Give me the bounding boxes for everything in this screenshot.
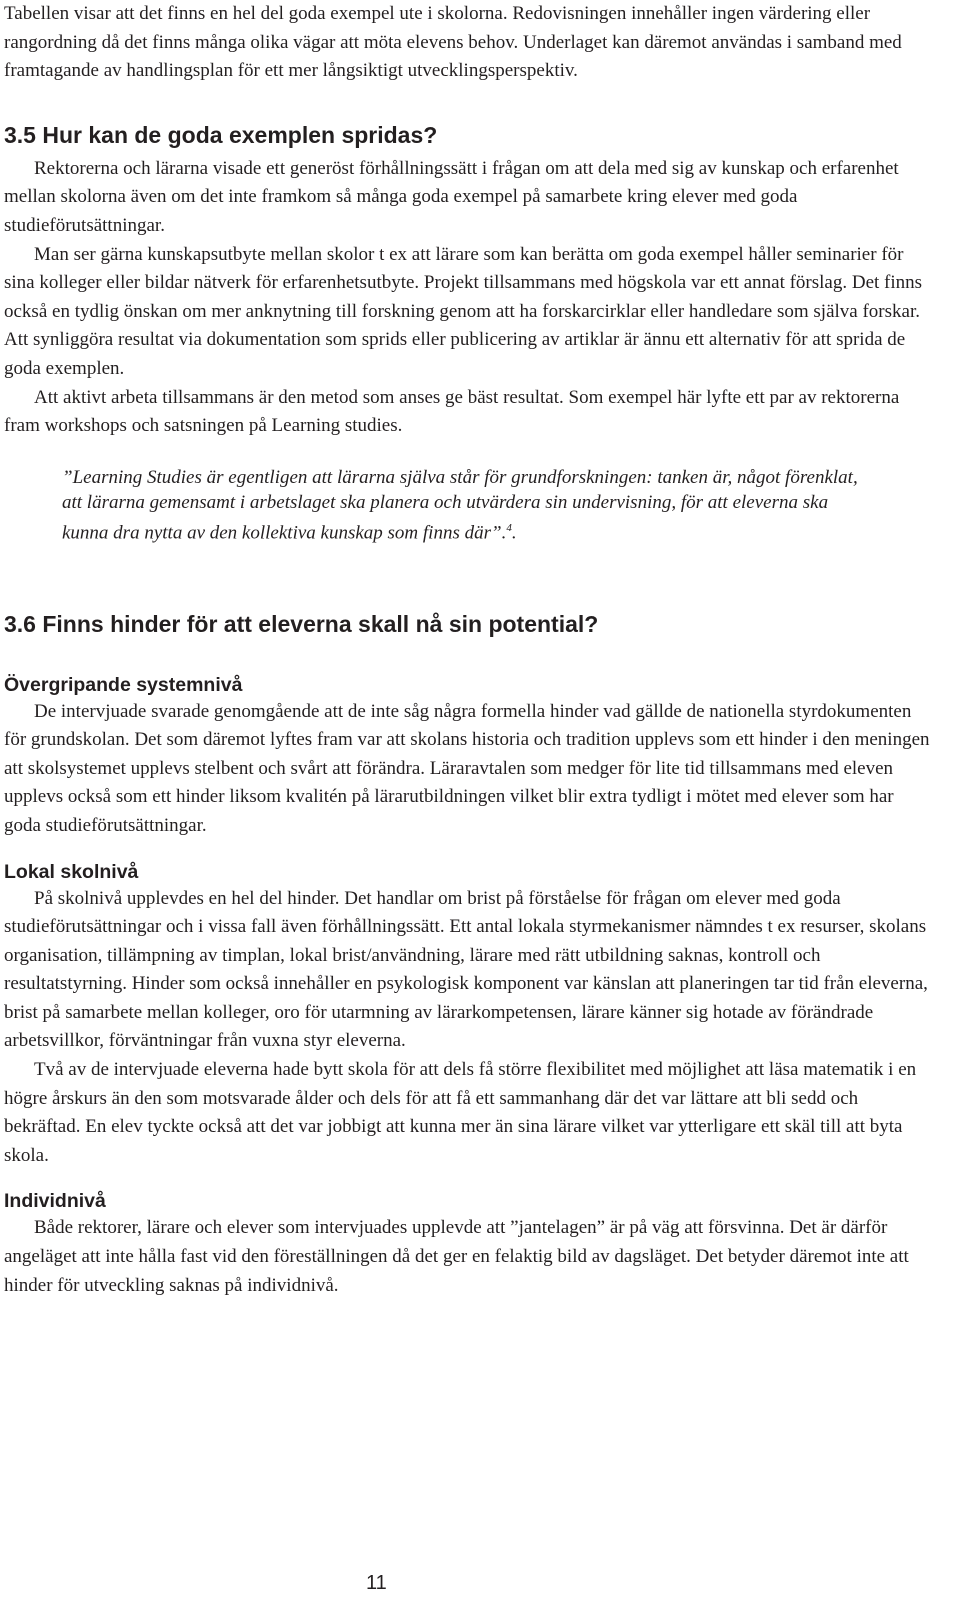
paragraph: Två av de intervjuade eleverna hade bytt skola för att dels få större flexibilitet med möjlighet att läsa matematik i en högre årskurs än den som motsvarade ålder och dels för att få ett sammanhang där det var lättare att bli sedd och bekräftad. En elev tyckte också att det var jobbigt att kunna mer än sina lärare vilket var ytterligare ett skäl till att byta skola.	[4, 1059, 917, 1166]
paragraph: De intervjuade svarade genomgående att de inte såg några formella hinder vad gällde de nationella styrdokumenten för grundskolan. Det som däremot lyftes fram var att skolans historia och tradition upplevs som ett hinder i den meningen att skolsystemet upplevs stelbent och svårt att förändra. Läraravtalen som medger för lite tid tillsammans med eleven upplevs också som ett hinder liksom kvalitén på lärarutbildningen vilket blir extra tydligt i mötet med elever som har goda studieförutsättningar.	[4, 700, 930, 836]
subheading-lokal-skolniva: Lokal skolnivå	[4, 860, 139, 883]
subheading-overgripande-systemniva: Övergripande systemnivå	[4, 673, 243, 696]
paragraph: Att aktivt arbeta tillsammans är den metod som anses ge bäst resultat. Som exempel här lyfte ett par av rektorerna fram workshops och satsningen på Learning studies.	[4, 386, 900, 437]
page-number: 11	[366, 1572, 387, 1594]
footnote-reference: 4	[506, 521, 512, 534]
paragraph: På skolnivå upplevdes en hel del hinder. Det handlar om brist på förståelse för frågan om elever med goda studieförutsättningar och i vissa fall även förhållningssätt. Ett antal lokala styrmekanismer nämndes t ex resurser, skolans organisation, tillämpning av timplan, lokal brist/användning, lärare med rätt utbildning saknas, kontroll och resultatstyrning. Hinder som också innehåller en psykologisk komponent var känslan att planeringen tar tid från eleverna, brist på samarbete mellan kolleger, oro för utarmning av lärarkompetensen, lärare känner sig hotade av förändrade arbetsvillkor, förväntningar från vuxna styr eleverna.	[4, 887, 928, 1052]
document-page	[4, 0, 934, 1300]
section-heading-3-6: 3.6 Finns hinder för att eleverna skall nå sin potential?	[4, 610, 599, 637]
section-heading-3-5: 3.5 Hur kan de goda exemplen spridas?	[4, 121, 438, 148]
learning-studies-quote	[4, 465, 862, 546]
paragraph: Både rektorer, lärare och elever som intervjuades upplevde att ”jantelagen” är på väg att försvinna. Det är därför angeläget att inte hålla fast vid den föreställningen då det ger en felaktig bild av dagsläget. Det betyder däremot inte att hinder för utveckling saknas på individnivå.	[4, 1217, 909, 1296]
paragraph: Rektorerna och lärarna visade ett generöst förhållningssätt i frågan om att dela med sig av kunskap och erfarenhet mellan skolorna även om det inte framkom så många goda exempel på samarbete kring elever med goda studieförutsättningar.	[4, 157, 899, 236]
subheading-individniva: Individnivå	[4, 1190, 106, 1213]
quote-text: ”Learning Studies är egentligen att lärarna själva står för grundforskningen: tanken är, något förenklat, att lärarna gemensamt i arbetslaget ska planera och utvärdera sin undervisning, för att eleverna ska kunna dra nytta av den kollektiva kunskap som finns där”.	[62, 466, 858, 544]
intro-paragraph: Tabellen visar att det finns en hel del goda exempel ute i skolorna. Redovisningen innehåller ingen värdering eller rangordning då det finns många olika vägar att möta elevens behov. Underlaget kan däremot användas i samband med framtagande av handlingsplan för ett mer långsiktigt utvecklingsperspektiv.	[4, 3, 902, 82]
paragraph: Man ser gärna kunskapsutbyte mellan skolor t ex att lärare som kan berätta om goda exempel håller seminarier för sina kolleger eller bildar nätverk för erfarenhetsutbyte. Projekt tillsammans med högskola var ett annat förslag. Det finns också en tydlig önskan om mer anknytning till forskning genom att ha forskarcirklar eller handledare som själva forskar. Att synliggöra resultat via dokumentation som sprids eller publicering av artiklar är ännu ett alternativ för att sprida de goda exemplen.	[4, 243, 923, 379]
quote-end: .	[511, 522, 517, 544]
